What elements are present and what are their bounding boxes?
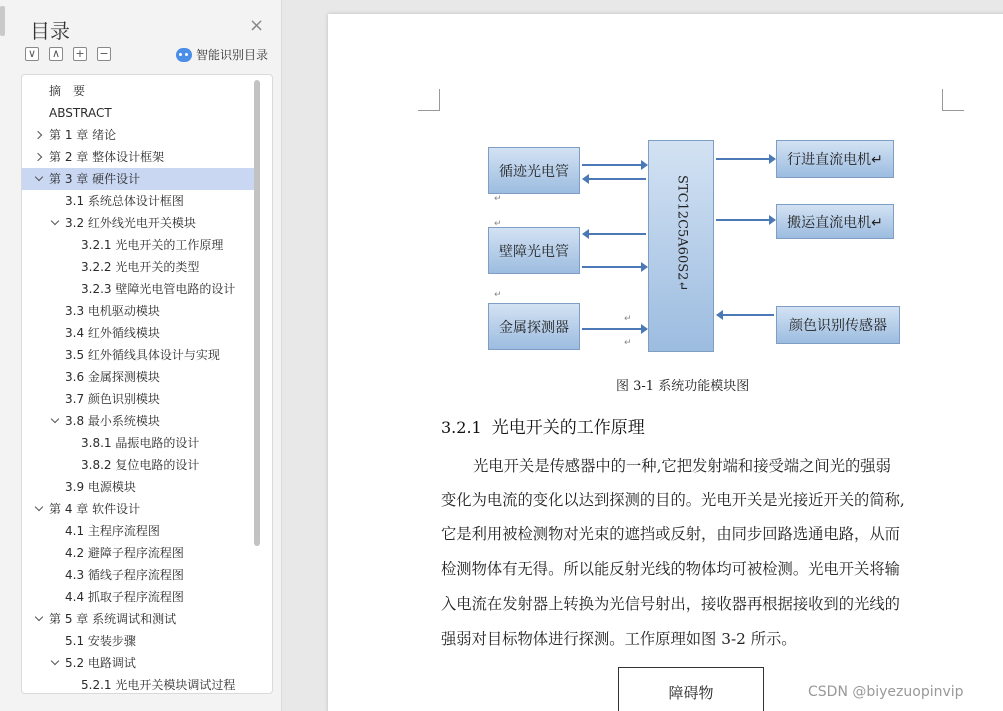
paragraph-mark: ↵	[624, 338, 632, 348]
toc-item[interactable]	[22, 80, 258, 102]
toc-item[interactable]	[22, 256, 258, 278]
smart-toc-button[interactable]	[176, 46, 268, 63]
toc-sidebar	[0, 0, 282, 711]
paragraph-mark: ↵	[494, 219, 502, 229]
diagram-block-obstacle-sensor: 壁障光电管	[488, 227, 580, 274]
toc-item[interactable]	[22, 586, 258, 608]
diagram-block-drive-motor: 行进直流电机↵	[776, 140, 894, 178]
toc-item[interactable]	[22, 212, 258, 234]
toc-item-label: 第 5 章 系统调试和测试	[49, 612, 177, 626]
diagram-block-color-sensor: 颜色识别传感器	[776, 306, 900, 344]
toc-item-label: 4.3 循线子程序流程图	[65, 568, 184, 582]
toc-item-label: 3.8 最小系统模块	[65, 414, 160, 428]
diagram-block-carry-motor: 搬运直流电机↵	[776, 204, 894, 239]
toc-item[interactable]	[22, 542, 258, 564]
toc-item[interactable]	[22, 608, 258, 630]
toc-item-label: 3.2 红外线光电开关模块	[65, 216, 196, 230]
chevron-right-icon[interactable]	[33, 146, 45, 168]
chevron-down-icon[interactable]	[33, 608, 45, 630]
toc-item-label: 3.8.1 晶振电路的设计	[81, 436, 200, 450]
section-number: 3.2.1	[441, 418, 482, 437]
toc-scrollbar[interactable]	[254, 80, 260, 546]
toc-item[interactable]	[22, 278, 258, 300]
toc-item-label: ABSTRACT	[49, 106, 112, 120]
toc-item[interactable]	[22, 124, 258, 146]
toc-item[interactable]	[22, 234, 258, 256]
body-text-line: 检测物体有无得。所以能反射光线的物体均可被检测。光电开关将输	[441, 560, 900, 578]
toc-list	[22, 80, 258, 694]
diagram-arrow	[588, 233, 646, 235]
toc-item-label: 3.9 电源模块	[65, 480, 136, 494]
body-text-line: 入电流在发射器上转换为光信号射出，接收器再根据接收到的光线的	[441, 595, 900, 613]
toc-item[interactable]	[22, 498, 258, 520]
figure-caption: 图 3-1 系统功能模块图	[616, 379, 750, 394]
toc-item-label: 4.1 主程序流程图	[65, 524, 160, 538]
toc-item[interactable]	[22, 410, 258, 432]
section-heading	[441, 413, 645, 438]
toc-panel	[21, 74, 273, 694]
toc-item-label: 3.2.1 光电开关的工作原理	[81, 238, 224, 252]
robot-icon	[176, 48, 192, 62]
toc-item-label: 3.4 红外循线模块	[65, 326, 160, 340]
mcu-label: STC12C5A60S2↵	[674, 175, 690, 292]
toc-item[interactable]	[22, 652, 258, 674]
toc-item-label: 3.3 电机驱动模块	[65, 304, 160, 318]
toc-item[interactable]	[22, 146, 258, 168]
margin-corner-top-left	[418, 89, 440, 111]
paragraph-mark: ↵	[494, 290, 502, 300]
toc-item-label: 第 2 章 整体设计框架	[49, 150, 165, 164]
toc-item-label: 3.1 系统总体设计框图	[65, 194, 184, 208]
watermark: CSDN @biyezuopinvip	[808, 684, 964, 700]
toc-item-label: 5.1 安装步骤	[65, 634, 136, 648]
diagram-arrow	[582, 328, 642, 330]
diagram-block-mcu	[648, 140, 714, 352]
toc-item-label: 第 1 章 绪论	[49, 128, 117, 142]
toc-item-label: 5.2 电路调试	[65, 656, 136, 670]
chevron-down-icon[interactable]	[33, 168, 45, 190]
sidebar-title: 目录	[30, 19, 70, 43]
diagram-arrow	[582, 266, 642, 268]
paragraph-mark: ↵	[494, 194, 502, 204]
toc-item[interactable]	[22, 168, 258, 190]
toc-item-label: 3.8.2 复位电路的设计	[81, 458, 200, 472]
chevron-right-icon[interactable]	[33, 124, 45, 146]
document-page	[328, 14, 1003, 711]
toc-item[interactable]	[22, 300, 258, 322]
chevron-down-icon[interactable]	[49, 410, 61, 432]
section-title: 光电开关的工作原理	[491, 418, 645, 438]
toc-item-label: 3.7 颜色识别模块	[65, 392, 160, 406]
body-text-line: 强弱对目标物体进行探测。工作原理如图 3-2 所示。	[441, 630, 797, 648]
smart-toc-label: 智能识别目录	[196, 48, 269, 62]
body-text-line: 它是利用被检测物对光束的遮挡或反射，由同步回路选通电路，从而	[441, 525, 900, 543]
toc-item-label: 第 4 章 软件设计	[49, 502, 141, 516]
diagram-arrow	[716, 219, 770, 221]
expand-all-icon[interactable]: ∧	[49, 47, 63, 61]
chevron-down-icon[interactable]	[49, 652, 61, 674]
diagram-block-tracking-sensor: 循迹光电管	[488, 147, 580, 194]
margin-corner-top-right	[942, 89, 964, 111]
close-icon[interactable]: ×	[249, 15, 265, 36]
add-heading-icon[interactable]: +	[73, 47, 87, 61]
body-text-line: 光电开关是传感器中的一种,它把发射端和接受端之间光的强弱	[473, 457, 891, 475]
toc-item[interactable]	[22, 366, 258, 388]
toc-item-label: 3.5 红外循线具体设计与实现	[65, 348, 220, 362]
toc-item-label: 摘 要	[49, 84, 86, 98]
toc-item-label: 3.6 金属探测模块	[65, 370, 160, 384]
diagram-arrow	[588, 178, 646, 180]
toc-item[interactable]	[22, 432, 258, 454]
toc-item[interactable]	[22, 388, 258, 410]
chevron-down-icon[interactable]	[49, 212, 61, 234]
figure-box-obstacle: 障碍物	[618, 667, 764, 711]
toc-item[interactable]	[22, 476, 258, 498]
toc-item[interactable]	[22, 454, 258, 476]
toc-item-label: 3.2.2 光电开关的类型	[81, 260, 200, 274]
toc-item[interactable]	[22, 520, 258, 542]
paragraph-mark: ↵	[624, 314, 632, 324]
toc-item[interactable]	[22, 564, 258, 586]
toc-item[interactable]	[22, 630, 258, 652]
diagram-block-metal-detector: 金属探测器	[488, 303, 580, 350]
document-area	[282, 0, 1003, 711]
toc-item-label: 第 3 章 硬件设计	[49, 172, 141, 186]
toc-item-label: 4.2 避障子程序流程图	[65, 546, 184, 560]
body-text-line: 变化为电流的变化以达到探测的目的。光电开关是光接近开关的简称,	[441, 491, 905, 509]
toc-item[interactable]	[22, 674, 258, 694]
chevron-down-icon[interactable]	[33, 498, 45, 520]
toc-item-label: 4.4 抓取子程序流程图	[65, 590, 184, 604]
diagram-arrow	[716, 158, 770, 160]
collapse-all-icon[interactable]: ∨	[25, 47, 39, 61]
toc-item[interactable]	[22, 102, 258, 124]
toc-item-label: 3.2.3 壁障光电管电路的设计	[81, 282, 236, 296]
toc-item[interactable]	[22, 322, 258, 344]
diagram-arrow	[722, 314, 774, 316]
remove-heading-icon[interactable]: −	[97, 47, 111, 61]
toc-item[interactable]	[22, 344, 258, 366]
diagram-arrow	[582, 164, 642, 166]
toc-item-label: 5.2.1 光电开关模块调试过程	[81, 678, 236, 692]
toc-item[interactable]	[22, 190, 258, 212]
sidebar-resize-handle[interactable]	[0, 6, 5, 36]
